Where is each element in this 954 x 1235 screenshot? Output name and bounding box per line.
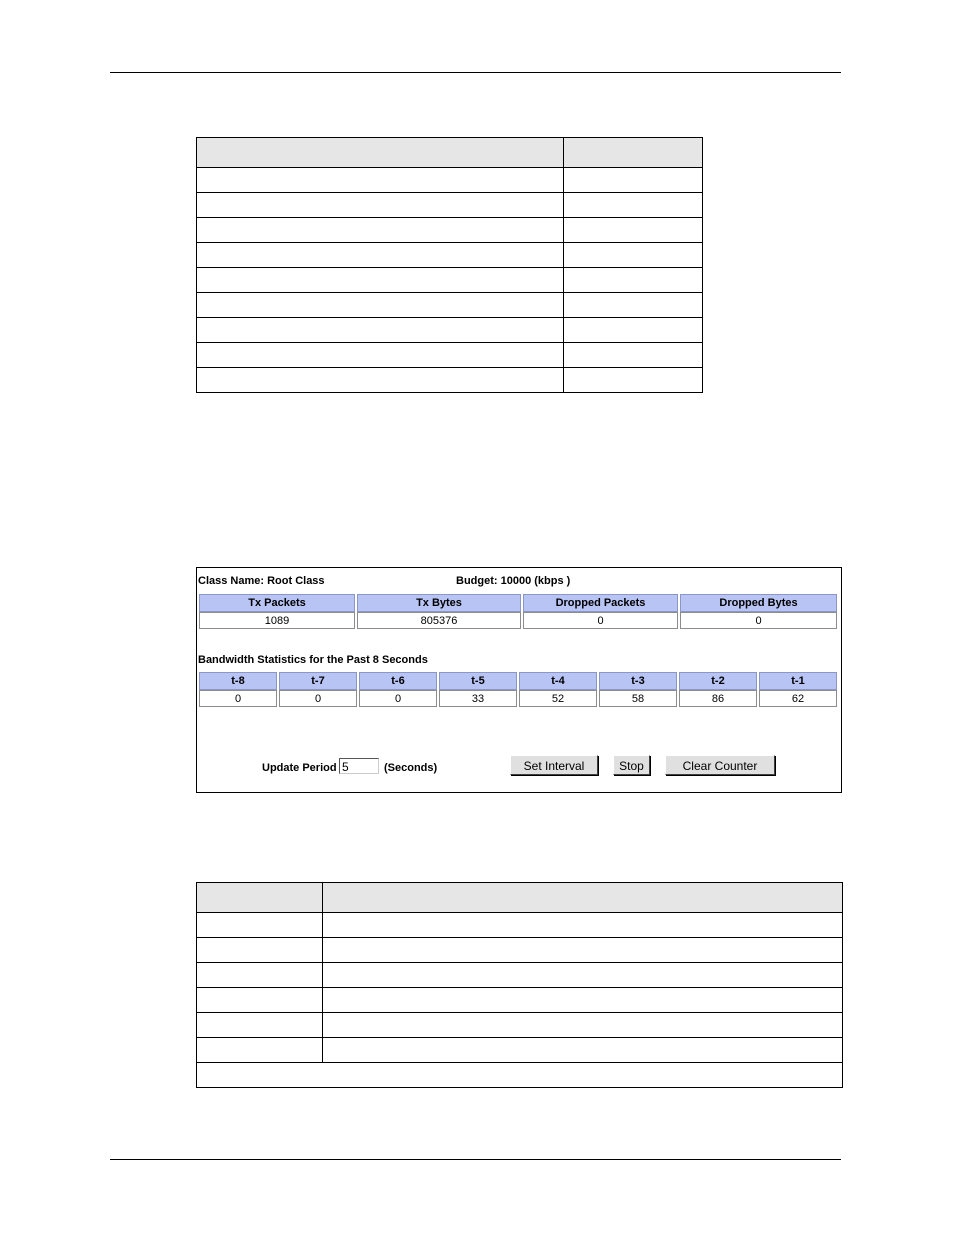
bandwidth-header-cell: t-6 <box>359 672 437 690</box>
bandwidth-value-cell: 33 <box>439 690 517 707</box>
lower-table-row <box>197 913 843 938</box>
upper-table-header <box>197 138 703 168</box>
summary-value-row <box>199 612 837 629</box>
lower-table-body <box>197 883 843 1088</box>
summary-value-cell: 0 <box>680 612 837 629</box>
summary-header-cell: Dropped Bytes <box>680 594 837 612</box>
upper-table <box>196 137 703 393</box>
upper-table-row <box>197 218 703 243</box>
footer-rule <box>110 1159 841 1160</box>
bandwidth-value-row <box>199 690 837 707</box>
lower-table-row <box>197 988 843 1013</box>
bandwidth-header-cell: t-3 <box>599 672 677 690</box>
bandwidth-header-cell: t-8 <box>199 672 277 690</box>
upper-table-row <box>197 268 703 293</box>
upper-table-row <box>197 168 703 193</box>
lower-table-note-row <box>197 1063 843 1088</box>
bandwidth-value-cell: 0 <box>279 690 357 707</box>
upper-table-row <box>197 293 703 318</box>
summary-header-cell: Tx Bytes <box>357 594 521 612</box>
summary-table <box>197 594 839 629</box>
lower-table <box>196 882 843 1088</box>
summary-value-cell: 0 <box>523 612 678 629</box>
bandwidth-value-cell: 58 <box>599 690 677 707</box>
bandwidth-title: Bandwidth Statistics for the Past 8 Seconds <box>198 654 428 666</box>
bandwidth-table <box>197 672 839 707</box>
bandwidth-value-cell: 62 <box>759 690 837 707</box>
bandwidth-header-cell: t-1 <box>759 672 837 690</box>
class-name-label: Class Name: Root Class <box>198 575 325 587</box>
summary-value-cell: 1089 <box>199 612 355 629</box>
bandwidth-value-cell: 52 <box>519 690 597 707</box>
summary-header-cell: Tx Packets <box>199 594 355 612</box>
bandwidth-value-cell: 86 <box>679 690 757 707</box>
summary-value-cell: 805376 <box>357 612 521 629</box>
budget-label: Budget: 10000 (kbps ) <box>456 575 571 587</box>
header-rule <box>110 72 841 73</box>
upper-table-row <box>197 318 703 343</box>
lower-table-row <box>197 963 843 988</box>
upper-table-row <box>197 243 703 268</box>
summary-header-cell: Dropped Packets <box>523 594 678 612</box>
set-interval-button[interactable]: Set Interval <box>510 755 598 775</box>
upper-table-row <box>197 368 703 393</box>
bandwidth-monitor-panel <box>196 567 842 793</box>
lower-table-row <box>197 1013 843 1038</box>
lower-table-header <box>197 883 843 913</box>
lower-table-row <box>197 938 843 963</box>
lower-table-row <box>197 1038 843 1063</box>
update-period-input[interactable]: 5 <box>339 758 379 774</box>
update-period-label: Update Period <box>262 762 337 774</box>
bandwidth-header-cell: t-5 <box>439 672 517 690</box>
bandwidth-header-cell: t-2 <box>679 672 757 690</box>
upper-table-row <box>197 193 703 218</box>
bandwidth-header-row <box>199 672 837 690</box>
seconds-label: (Seconds) <box>384 762 438 774</box>
bandwidth-value-cell: 0 <box>199 690 277 707</box>
bandwidth-value-cell: 0 <box>359 690 437 707</box>
bandwidth-header-cell: t-7 <box>279 672 357 690</box>
bandwidth-header-cell: t-4 <box>519 672 597 690</box>
upper-table-row <box>197 343 703 368</box>
summary-header-row <box>199 594 837 612</box>
upper-table-body <box>197 138 703 393</box>
clear-counter-button[interactable]: Clear Counter <box>665 755 775 775</box>
stop-button[interactable]: Stop <box>613 755 650 775</box>
